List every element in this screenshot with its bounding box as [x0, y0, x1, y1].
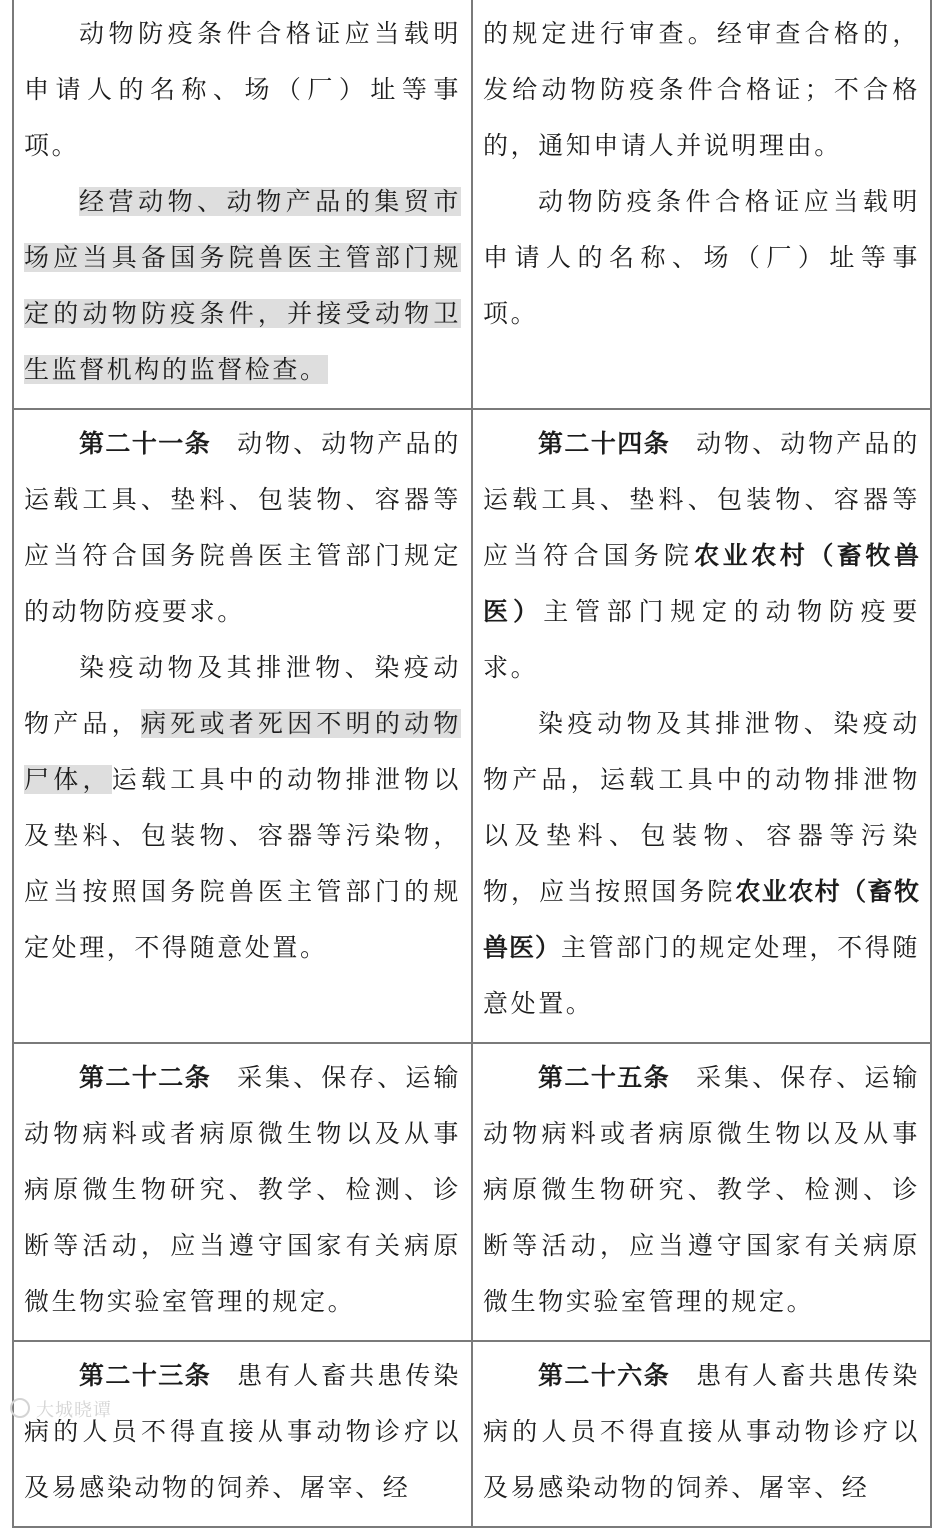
right-cell — [472, 0, 931, 409]
table-row — [13, 409, 931, 1043]
paragraph — [24, 416, 461, 640]
watermark — [10, 1396, 112, 1422]
paragraph — [483, 1348, 920, 1516]
text-segment: 主管部门规定的动物防疫要求。 — [483, 597, 920, 682]
paragraph — [24, 640, 461, 976]
text-segment: 染疫动物及其排泄物、染疫动物产品，运载工具中的动物排泄物以及垫料、包装物、容器等污染物，应当按照国务院 — [483, 709, 920, 906]
article-number: 第二十五条 — [538, 1063, 671, 1092]
comparison-document — [12, 0, 930, 1502]
right-cell — [472, 409, 931, 1043]
left-cell — [13, 409, 472, 1043]
paragraph — [483, 416, 920, 696]
article-number: 第二十四条 — [538, 429, 671, 458]
text-segment: 动物、动物产品的运载工具、垫料、包装物、容器等应当符合国务院 — [483, 429, 920, 570]
text-segment: 运载工具中的动物排泄物以及垫料、包装物、容器等污染物，应当按照国务院兽医主管部门的规定处理，不得随意处置。 — [24, 765, 461, 962]
paragraph — [483, 696, 920, 1032]
comparison-table — [12, 0, 932, 1528]
highlighted-text: 病死或者死因不明的动物尸体， — [24, 709, 461, 794]
table-row — [13, 1341, 931, 1527]
paragraph: 动物防疫条件合格证应当载明申请人的名称、场（厂）址等事项。 — [483, 187, 920, 328]
text-segment: 染疫动物及其排泄物、染疫动物产品， — [24, 653, 461, 738]
paragraph — [24, 174, 461, 398]
article-text: 患有人畜共患传染病的人员不得直接从事动物诊疗以及易感染动物的饲养、屠宰、经 — [24, 1361, 461, 1502]
article-text: 采集、保存、运输动物病料或者病原微生物以及从事病原微生物研究、教学、检测、诊断等活动，应当遵守国家有关病原微生物实验室管理的规定。 — [24, 1063, 461, 1316]
paragraph — [483, 1050, 920, 1330]
article-number: 第二十一条 — [79, 429, 212, 458]
article-number: 第二十六条 — [538, 1361, 671, 1390]
amended-text: 农业农村（畜牧兽医） — [483, 877, 920, 962]
weibo-logo-icon — [10, 1398, 30, 1418]
article-text: 采集、保存、运输动物病料或者病原微生物以及从事病原微生物研究、教学、检测、诊断等活动，应当遵守国家有关病原微生物实验室管理的规定。 — [483, 1063, 920, 1316]
paragraph — [24, 1050, 461, 1330]
amended-text: 农业农村（畜牧兽医） — [483, 541, 920, 626]
table-row — [13, 0, 931, 409]
text-segment: 主管部门的规定处理，不得随意处置。 — [483, 933, 920, 1018]
highlighted-text: 经营动物、动物产品的集贸市场应当具备国务院兽医主管部门规定的动物防疫条件，并接受动物卫生监督机构的监督检查。 — [24, 187, 461, 384]
article-text: 患有人畜共患传染病的人员不得直接从事动物诊疗以及易感染动物的饲养、屠宰、经 — [483, 1361, 920, 1502]
paragraph — [24, 1348, 461, 1516]
left-cell — [13, 1043, 472, 1341]
table-row — [13, 1043, 931, 1341]
article-number: 第二十三条 — [79, 1361, 212, 1390]
watermark-text: 大城晓谭 — [36, 1400, 112, 1421]
paragraph: 动物防疫条件合格证应当载明申请人的名称、场（厂）址等事项。 — [24, 19, 461, 160]
right-cell — [472, 1043, 931, 1341]
article-number: 第二十二条 — [79, 1063, 212, 1092]
left-cell — [13, 0, 472, 409]
left-cell — [13, 1341, 472, 1527]
article-text: 动物、动物产品的运载工具、垫料、包装物、容器等应当符合国务院兽医主管部门规定的动物防疫要求。 — [24, 429, 461, 626]
right-cell — [472, 1341, 931, 1527]
paragraph: 的规定进行审查。经审查合格的，发给动物防疫条件合格证；不合格的，通知申请人并说明理由。 — [483, 19, 920, 160]
